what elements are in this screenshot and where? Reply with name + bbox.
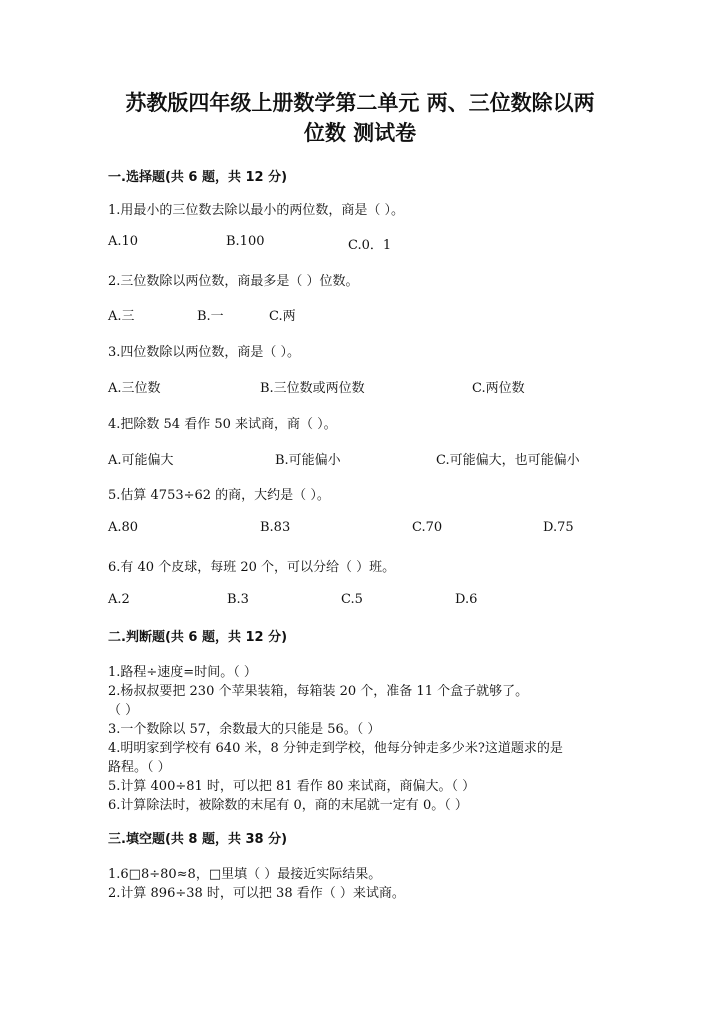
fill-blank-line-1: 1.6□8÷80≈8，□里填（ ）最接近实际结果。 [108,867,382,882]
section-heading-judgement: 二.判断题(共 6 题，共 12 分) [108,630,288,645]
choice-q5-option-a: A.80 [108,520,139,535]
choice-q3-option-b: B.三位数或两位数 [260,381,365,396]
choice-q3-option-c: C.两位数 [472,381,525,396]
page-title-line-1: 苏教版四年级上册数学第二单元 两、三位数除以两 [125,91,595,115]
judgement-line-5: 4.明明家到学校有 640 米，8 分钟走到学校，他每分钟走多少米?这道题求的是 [108,741,563,756]
choice-q4-option-b: B.可能偏小 [275,453,341,468]
choice-q2-option-a: A.三 [108,309,135,324]
choice-q1-option-a: A.10 [108,234,139,249]
judgement-line-6: 路程。（ ） [108,760,171,775]
choice-q1-option-c: C.0．1 [348,238,392,253]
choice-q4-option-a: A.可能偏大 [108,453,174,468]
judgement-line-8: 6.计算除法时，被除数的末尾有 0，商的末尾就一定有 0。（ ） [108,798,468,813]
choice-question-4: 4.把除数 54 看作 50 来试商，商（ ）。 [108,417,337,432]
choice-q2-option-c: C.两 [269,309,296,324]
section-heading-fill-blank: 三.填空题(共 8 题，共 38 分) [108,832,288,847]
choice-q2-option-b: B.一 [197,309,224,324]
judgement-line-1: 1.路程÷速度=时间。（ ） [108,665,257,680]
choice-q6-option-c: C.5 [341,592,363,607]
choice-q6-option-d: D.6 [455,592,478,607]
fill-blank-line-2: 2.计算 896÷38 时，可以把 38 看作（ ）来试商。 [108,886,405,901]
judgement-line-2: 2.杨叔叔要把 230 个苹果装箱，每箱装 20 个，准备 11 个盒子就够了。 [108,684,529,699]
judgement-line-4: 3.一个数除以 57，余数最大的只能是 56。（ ） [108,722,381,737]
choice-question-1: 1.用最小的三位数去除以最小的两位数，商是（ ）。 [108,203,405,218]
choice-q5-option-c: C.70 [412,520,443,535]
choice-question-5: 5.估算 4753÷62 的商，大约是（ ）。 [108,488,330,503]
section-heading-choice: 一.选择题(共 6 题，共 12 分) [108,170,288,185]
choice-question-6: 6.有 40 个皮球，每班 20 个，可以分给（ ）班。 [108,560,396,575]
choice-q5-option-b: B.83 [260,520,291,535]
choice-question-2: 2.三位数除以两位数，商最多是（ ）位数。 [108,274,359,289]
judgement-line-3: （ ） [108,703,139,718]
choice-q6-option-a: A.2 [108,592,130,607]
page-title-line-2: 位数 测试卷 [303,121,417,145]
choice-q1-option-b: B.100 [226,234,265,249]
choice-question-3: 3.四位数除以两位数，商是（ ）。 [108,345,301,360]
choice-q3-option-a: A.三位数 [108,381,161,396]
choice-q4-option-c: C.可能偏大，也可能偏小 [436,453,580,468]
choice-q6-option-b: B.3 [227,592,249,607]
judgement-line-7: 5.计算 400÷81 时，可以把 81 看作 80 来试商，商偏大。（ ） [108,779,476,794]
choice-q5-option-d: D.75 [543,520,574,535]
